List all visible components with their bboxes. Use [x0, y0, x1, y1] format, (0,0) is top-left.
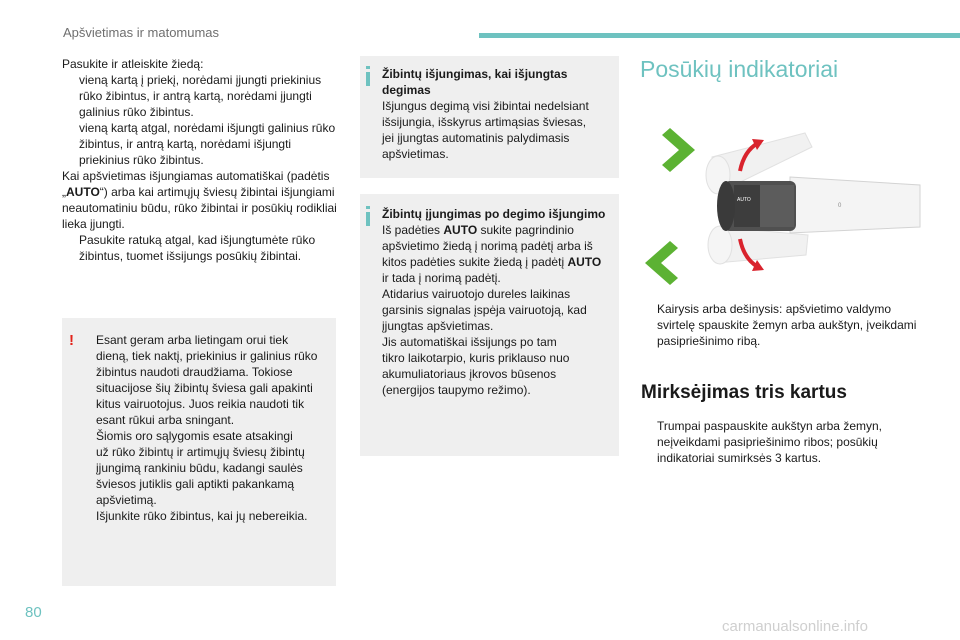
info-line: Išjungus degimą visi žibintai nedelsiant	[382, 99, 589, 113]
info-line: tikro laikotarpio, kuris priklauso nuo	[382, 351, 570, 365]
lighting-stalk	[717, 181, 796, 231]
info-line: ir tada į norimą padėtį.	[382, 271, 501, 285]
info-text	[382, 66, 614, 162]
stalk-label-auto: AUTO	[737, 197, 751, 203]
warning-line: už rūko žibintų ir artimųjų šviesų žibintų	[96, 445, 305, 459]
warning-line: Šiomis oro sąlygomis esate atsakingi	[96, 429, 293, 443]
warning-line: Esant geram arba lietingam orui tiek	[96, 333, 289, 347]
list-item	[640, 418, 920, 466]
list-item	[62, 232, 338, 264]
fog-intro: Pasukite ir atleiskite žiedą:	[62, 57, 204, 71]
info-line	[382, 254, 618, 270]
auto-word: AUTO	[66, 185, 100, 199]
warning-line: apšvietimą.	[96, 493, 157, 507]
list-item-text: vieną kartą atgal, norėdami išjungti galinius rūko žibintus, ir antrą kartą, norėdami išjungti priekinius rūko žibintus.	[79, 121, 336, 167]
warning-line: Išjunkite rūko žibintus, kai jų nebereikia.	[96, 509, 308, 523]
warning-box	[62, 318, 336, 586]
warning-line: šviesos jutiklis gali aptikti pakankamą	[96, 477, 295, 491]
warning-line: dieną, tiek naktį, priekinius ir galinius rūko	[96, 349, 318, 363]
info-box-switch-off	[360, 56, 619, 178]
info-icon	[366, 206, 370, 209]
page-number: 80	[25, 604, 42, 621]
list-item	[640, 301, 920, 349]
column-1	[62, 56, 338, 264]
info-line: Atidarius vairuotojo dureles laikinas	[382, 287, 571, 301]
auto-word: AUTO	[567, 255, 602, 269]
info-text-a: kitos padėties sukite žiedą į padėtį	[382, 255, 568, 269]
info-line: (energijos taupymo režimo).	[382, 383, 531, 397]
section-title-triple-flash: Mirksėjimas tris kartus	[641, 382, 847, 403]
auto-word: AUTO	[443, 223, 478, 237]
warning-line: esant rūkui arba sningant.	[96, 413, 235, 427]
bullet-glyph	[640, 418, 657, 466]
auto-paragraph	[62, 168, 338, 232]
stalk-illustration	[640, 115, 940, 290]
info-line: garsinis signalas įspėja vairuotoją, kad	[382, 303, 587, 317]
bullet-glyph	[62, 72, 79, 120]
info-title-line: degimas	[382, 83, 431, 97]
steering-column	[790, 177, 920, 233]
info-line: jei įjungtas automatinis palydimasis	[382, 131, 570, 145]
list-item-text: vieną kartą į priekį, norėdami įjungti priekinius rūko žibintus, ir antrą kartą, norėdami įjungti galinius rūko žibintus.	[79, 73, 322, 119]
section-title-turn-indicators: Posūkių indikatoriai	[640, 56, 839, 82]
info-icon	[366, 66, 370, 69]
bullet-glyph	[62, 120, 79, 168]
warning-line: įjungimą rankiniu būdu, kadangi saulės	[96, 461, 303, 475]
running-header: Apšvietimas ir matomumas	[63, 25, 220, 40]
arrow-left-icon	[645, 241, 678, 285]
warning-text	[96, 332, 330, 524]
info-title-line: Žibintų išjungimas, kai išjungtas	[382, 67, 568, 81]
info-title: Žibintų įjungimas po degimo išjungimo	[382, 207, 606, 221]
triple-flash-text	[640, 418, 920, 466]
list-item	[62, 72, 338, 120]
info-line: akumuliatoriaus įkrovos būsenos	[382, 367, 557, 381]
info-text-a: Iš padėties	[382, 223, 444, 237]
warning-line: kitus vairuotojus. Juos reikia naudoti tik	[96, 397, 305, 411]
list-item	[62, 120, 338, 168]
info-line: apšvietimas.	[382, 147, 449, 161]
warning-line: situacijose šių žibintų šviesa gali apakinti	[96, 381, 313, 395]
info-line: įjungtas apšvietimas.	[382, 319, 494, 333]
info-box-after-off	[360, 194, 619, 456]
info-icon-bar	[366, 72, 370, 86]
auto-text-b: “) arba kai artimųjų šviesų žibintai išjungiami neautomatiniu būdu, rūko žibintai ir posūkių rodikliai lieka įjungti.	[62, 185, 337, 231]
info-icon-bar	[366, 212, 370, 226]
info-line: apšvietimo žiedą į norimą padėtį arba iš	[382, 239, 593, 253]
warning-icon: !	[69, 332, 74, 349]
info-line: išsijungia, išskyrus artimąsias šviesas,	[382, 115, 587, 129]
info-text	[382, 206, 618, 398]
list-item-text: Trumpai paspauskite aukštyn arba žemyn, neįveikdami pasipriešinimo ribos; posūkių indikatoriai sumirksės 3 kartus.	[657, 419, 882, 465]
warning-line: žibintus naudoti draudžiama. Tokiose	[96, 365, 293, 379]
info-line: Jis automatiškai išsijungs po tam	[382, 335, 557, 349]
list-item-text: Pasukite ratuką atgal, kad išjungtumėte rūko žibintus, tuomet išsijungs posūkių žibintai.	[79, 233, 316, 263]
header-accent-bar	[479, 33, 960, 38]
bullet-glyph	[640, 301, 657, 349]
info-line	[382, 222, 618, 238]
auto-text-a: Kai apšvietimas išjungiamas automatiškai (padėtis „	[62, 169, 330, 199]
info-text-b: sukite pagrindinio	[477, 223, 574, 237]
stalk-label-off: 0	[838, 203, 842, 209]
bullet-glyph	[62, 232, 79, 264]
watermark: carmanualsonline.info	[722, 618, 868, 635]
turn-indicator-text	[640, 301, 920, 349]
list-item-text: Kairysis arba dešinysis: apšvietimo valdymo svirtelę spauskite žemyn arba aukštyn, įveikdami pasipriešinimo ribą.	[657, 302, 917, 348]
arrow-right-icon	[662, 128, 695, 172]
